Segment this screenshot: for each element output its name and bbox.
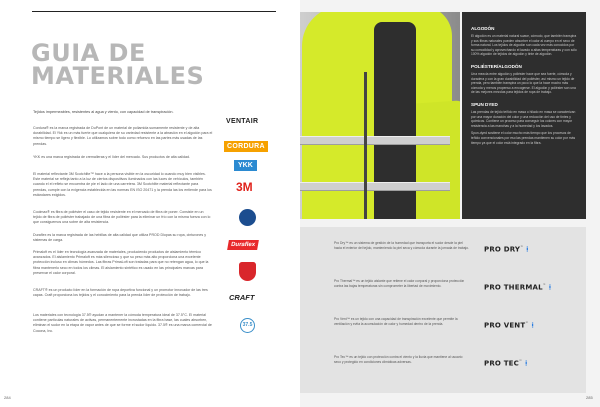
info-heading: POLIÉSTER/ALGODÓN <box>471 63 522 69</box>
left-page-number: 284 <box>4 395 11 400</box>
coolmax-paragraph: Coolmax® es fibra de poliéster el caso de tejido resistente en el mercado de fibra de poner. Consiste en un tejido de fibra de poliéster trabajado de una fibra de poliéster para la eliminar un frío con la mísma fuerza con lo que consiguemos una sobre de alta resistencia. <box>33 210 211 225</box>
title-line-2: MATERIALES <box>31 62 205 90</box>
reflective-tape <box>300 136 450 145</box>
info-text: Las prendas de tejido teñido en masa o hilado en masa se caracterizan por una mayor duración del color y una reducción del uso de tintes y químicos. Contiene un proceso para conseguir los colores con mayor resistencia a las manchas y a la humedad y los lavados. <box>471 109 576 128</box>
info-heading: SPUN DYED <box>471 101 498 107</box>
product-technologies-box <box>300 227 586 393</box>
thermometer-icon: ⁞ <box>548 283 552 292</box>
craft-paragraph: CRAFT® es un producto líder en la formación de ropa deportiva funcional y un promotor innovador de las tres capas. Craft proporciona los tejidos y el conocimiento para la prenda líder de protección de trabajo. <box>33 288 208 298</box>
ykk-paragraph: YKK es una marca registrada de cremalleras y el líder del mercado. Sus productos de alta calidad. <box>33 155 191 159</box>
info-text-extra: Spun-dyed sostiene el color mucho más tiempo que los procesos de teñido convencionales por eso las prendas mantienen su color por más tiempo ya que el color está integrado en la fibra. <box>471 131 576 145</box>
shield-brand-logo <box>239 262 256 281</box>
product-description: Pro Vent™ es un tejido con una capacidad de transpiración excelente que permite la ventilación y evita la acumulación de calor y humedad dentro de la prenda. <box>334 317 458 326</box>
ykk-logo: YKK <box>234 160 257 171</box>
hi-vis-jacket-photo <box>300 12 460 219</box>
zipper <box>364 72 367 219</box>
3m-logo: 3M <box>236 180 253 194</box>
thirty-seven-paragraph: Los materiales con tecnología 37.5® ayudan a mantener la cómoda temperatura ideal de 37.5°C. El material contiene partículas naturales de activas, permanentemente incrustadas en la fibra base, las cuales absorben, eliminan el sudor en la etapa de vapor antes de que se forme el sudor líquido. 37.5® es una marca comercial de Cocona, Inc. <box>33 313 212 333</box>
round-brand-logo <box>239 209 256 226</box>
info-text: Una mezcla entre algodón y poliéster hace que sea fuerte, cómoda y duradera y con la gran durabilidad del poliéster, así mismo un tejido de prenda, pero también transpira un poco lo que la hace mucho más cómoda y menos propenso a encogerse. El algodón y poliéster son una de las mejores mezclas para tejidos de ropa de trabajo. <box>471 71 576 95</box>
duraflex-logo: Duraflex <box>227 240 259 250</box>
product-description: Pro Thermal™ es un tejido aislante que retiene el calor corporal y proporciona protección contra las bajas temperaturas sin comprometer la libertad de movimiento. <box>334 279 465 288</box>
3m-paragraph: El material reflectante 3M Scotchlite™ hace a la persona visible en la oscuridad lo cuando muy bien visibles. Este material se refleja tanto a la luz de ciertos dispositivos iluminados con las luces de vehículos, también cuando el el refleto se encuentra de pie el lado de una carretera. 3M Scotchlite material reflectante para prendas, cumple con la exigencia establecida en las normas EN ISO 20471 y la prenda las los entiende para los estándares exigidos. <box>33 172 212 197</box>
right-page-number: 285 <box>586 395 593 400</box>
cordura-logo: CORDURA <box>224 141 268 152</box>
page-title <box>31 39 231 90</box>
fabric-info-box <box>462 12 586 219</box>
shield-icon: ⁞ <box>524 359 528 368</box>
primaloft-paragraph: Primaloft es el líder en tecnología avanzada de materiales, produciendo productos de aislamiento térmico avanzados. El aislamiento Primaloft es más silencioso y que su peso más alto proporciona una excelente protección incluso en climas húmedos. Las fibras PrimaLoft son tratadas para que no retengan agua, lo que la fibra mantenerlo seco en todos los climas. El aislamiento sintético es usado en las principales marcas para preservar el calor corporal. <box>33 250 209 275</box>
pro-vent-logo: PRO VENT™ ⁞ <box>484 321 535 330</box>
pro-thermal-logo: PRO THERMAL™ ⁞ <box>484 283 552 292</box>
cordura-paragraph: Cordura® es la marca registrada de DuPont de un material de poliamida sumamente resistente y de alta durabilidad. El Ykk es un más fuerte que cualquiera de su variedad resistente a la abrasión en el algodón para el mismo tiempo se ligero y flexible. Lo utilizamos sobre todo como refuerzo en las partes más usadas de las prendas. <box>33 126 213 146</box>
info-heading: ALGODÓN <box>471 26 495 31</box>
reflective-tape <box>300 182 450 191</box>
ventair-logo: VENTAIR <box>226 118 259 125</box>
title-line-1: GUIA DE <box>31 39 146 67</box>
intro-paragraph: Tejidos impermeables, resistentes al agua y viento, con capacidad de transpiración. <box>33 110 174 114</box>
duraflex-paragraph: Duraflex es la marca registrada de las hebillas de alta calidad que utiliza PROD Dlopas su ropa, cinturones y sistemas de carga. <box>33 233 206 243</box>
top-rule <box>32 11 276 12</box>
vent-icon: ⁞ <box>531 321 535 330</box>
drop-icon: ⁞ <box>526 245 529 254</box>
pro-dry-logo: PRO DRY™ ⁞ <box>484 245 529 254</box>
product-description: Pro Tec™ es un tejido con protección contra el viento y la lluvia que mantiene al usuario seco y protegido en condiciones climáticas adversas. <box>334 355 463 364</box>
craft-logo: CRAFT <box>229 293 255 302</box>
right-page <box>300 0 600 407</box>
product-description: Pro Dry™ es un sistema de gestión de la humedad que transporta el sudor desde la piel hacia el exterior del tejido, manteniendo la piel seca y cómoda durante la jornada de trabajo. <box>334 241 469 250</box>
thirty-seven-logo: 37.5 <box>240 318 255 333</box>
info-text: El algodón es un material natural suave, cómodo, que también transpira y sus fibras naturales pueden absorber el calor al cuerpo en el seco de forma natural. Los tejidos de algodón son cada vez más conocidos por su comodidad y aprovechando el lavado a altas temperaturas y con sólo 100% algodón de tejidos de algodón y tinte de algodón. <box>471 34 577 57</box>
pro-tec-logo: PRO TEC™ ⁞ <box>484 359 528 368</box>
